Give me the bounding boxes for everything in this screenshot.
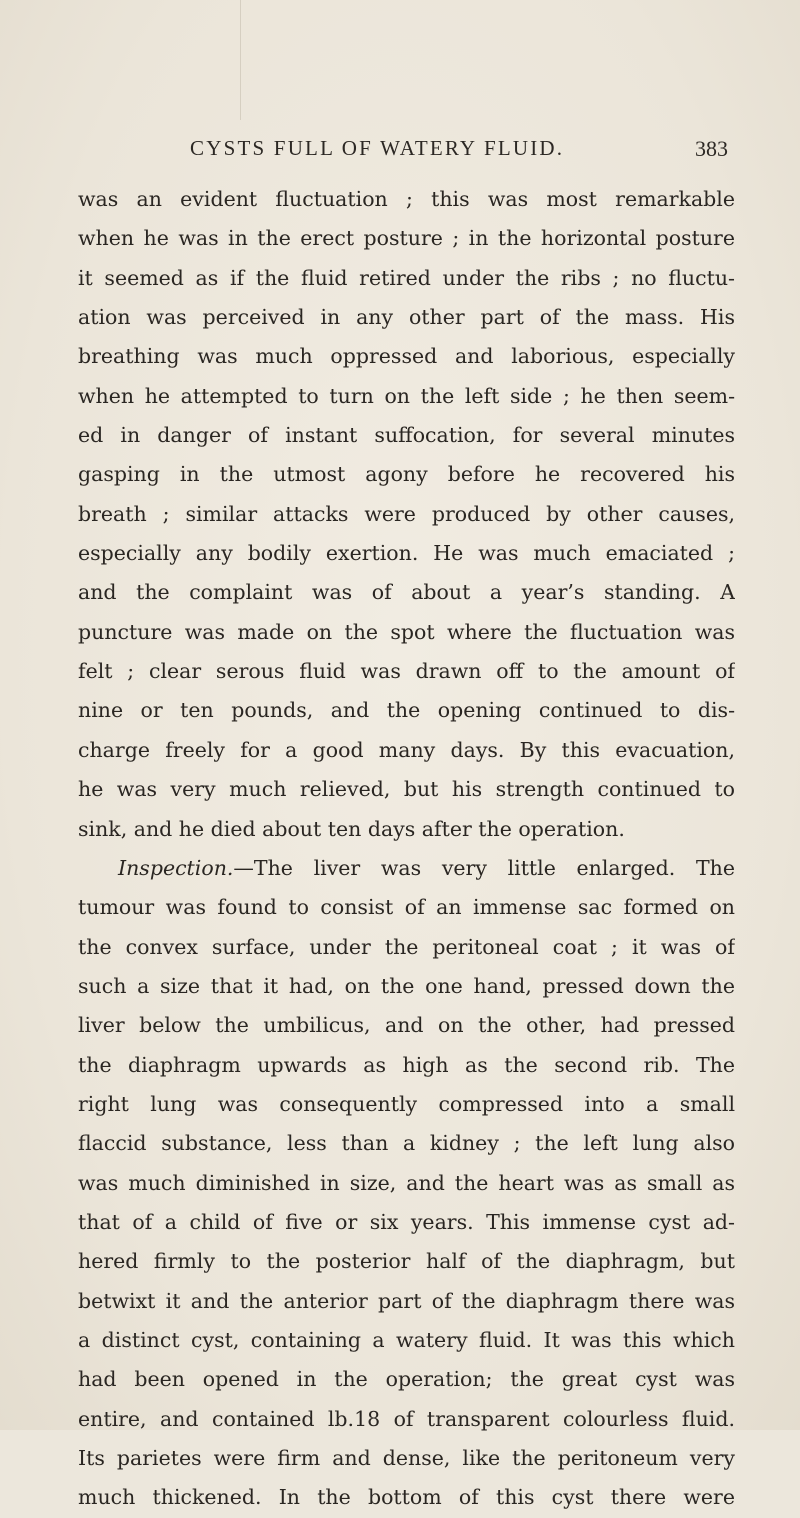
text-line: that of a child of five or six years. This immense cyst ad- bbox=[78, 1209, 735, 1234]
text-line: especially any bodily exertion. He was much emaciated ; bbox=[78, 541, 735, 566]
text-line: breath ; similar attacks were produced by other causes, bbox=[78, 501, 735, 526]
text-line: sink, and he died about ten days after the operation. bbox=[78, 816, 625, 841]
text-line: gasping in the utmost agony before he recovered his bbox=[78, 462, 735, 487]
running-title: CYSTS FULL OF WATERY FLUID. bbox=[190, 136, 565, 160]
text-line: Its parietes were firm and dense, like the peritoneum very bbox=[78, 1446, 735, 1470]
text-line: ed in danger of instant suffocation, for several minutes bbox=[78, 423, 735, 448]
text-line: it seemed as if the fluid retired under the ribs ; no fluctu- bbox=[78, 265, 735, 290]
text-line: he was very much relieved, but his strength continued to bbox=[78, 777, 735, 802]
text-line: such a size that it had, on the one hand, pressed down the bbox=[78, 973, 735, 998]
text-line: right lung was consequently compressed into a small bbox=[78, 1091, 735, 1116]
text-line: was an evident fluctuation ; this was most remarkable bbox=[78, 187, 735, 211]
text-line: when he attempted to turn on the left side ; he then seem- bbox=[78, 383, 735, 408]
text-line: felt ; clear serous fluid was drawn off to the amount of bbox=[78, 659, 735, 684]
text-line: —The liver was very little enlarged. The bbox=[233, 855, 735, 880]
text-line: entire, and contained lb.18 of transparent colourless fluid. bbox=[78, 1406, 735, 1431]
text-line: liver below the umbilicus, and on the other, had pressed bbox=[78, 1013, 735, 1038]
text-line: flaccid substance, less than a kidney ; the left lung also bbox=[78, 1131, 735, 1156]
text-line: much thickened. In the bottom of this cyst there were bbox=[78, 1485, 735, 1510]
page-edge-shadow bbox=[240, 0, 241, 120]
text-line: a distinct cyst, containing a watery fluid. It was this which bbox=[78, 1327, 735, 1352]
text-line: the diaphragm upwards as high as the second rib. The bbox=[78, 1052, 735, 1077]
text-line: the convex surface, under the peritoneal coat ; it was of bbox=[78, 934, 735, 959]
text-line: was much diminished in size, and the heart was as small as bbox=[78, 1170, 735, 1195]
text-line: when he was in the erect posture ; in the horizontal posture bbox=[78, 226, 735, 251]
text-line: puncture was made on the spot where the fluctuation was bbox=[78, 619, 735, 644]
body-text bbox=[78, 180, 735, 1518]
text-line: and the complaint was of about a year’s standing. A bbox=[78, 580, 735, 605]
text-line: ation was perceived in any other part of the mass. His bbox=[78, 305, 735, 330]
page-number: 383 bbox=[695, 136, 728, 161]
text-line: charge freely for a good many days. By this evacuation, bbox=[78, 737, 735, 762]
running-head bbox=[0, 136, 800, 166]
text-line: hered firmly to the posterior half of the diaphragm, but bbox=[78, 1249, 735, 1274]
text-line: betwixt it and the anterior part of the diaphragm there was bbox=[78, 1288, 735, 1313]
inspection-heading: Inspection. bbox=[118, 855, 234, 880]
text-line: nine or ten pounds, and the opening continued to dis- bbox=[78, 698, 735, 723]
text-line: breathing was much oppressed and laborious, especially bbox=[78, 344, 735, 369]
inspection-paragraph-start bbox=[78, 849, 735, 888]
text-line: had been opened in the operation; the great cyst was bbox=[78, 1367, 735, 1392]
text-line: tumour was found to consist of an immense sac formed on bbox=[78, 895, 735, 920]
